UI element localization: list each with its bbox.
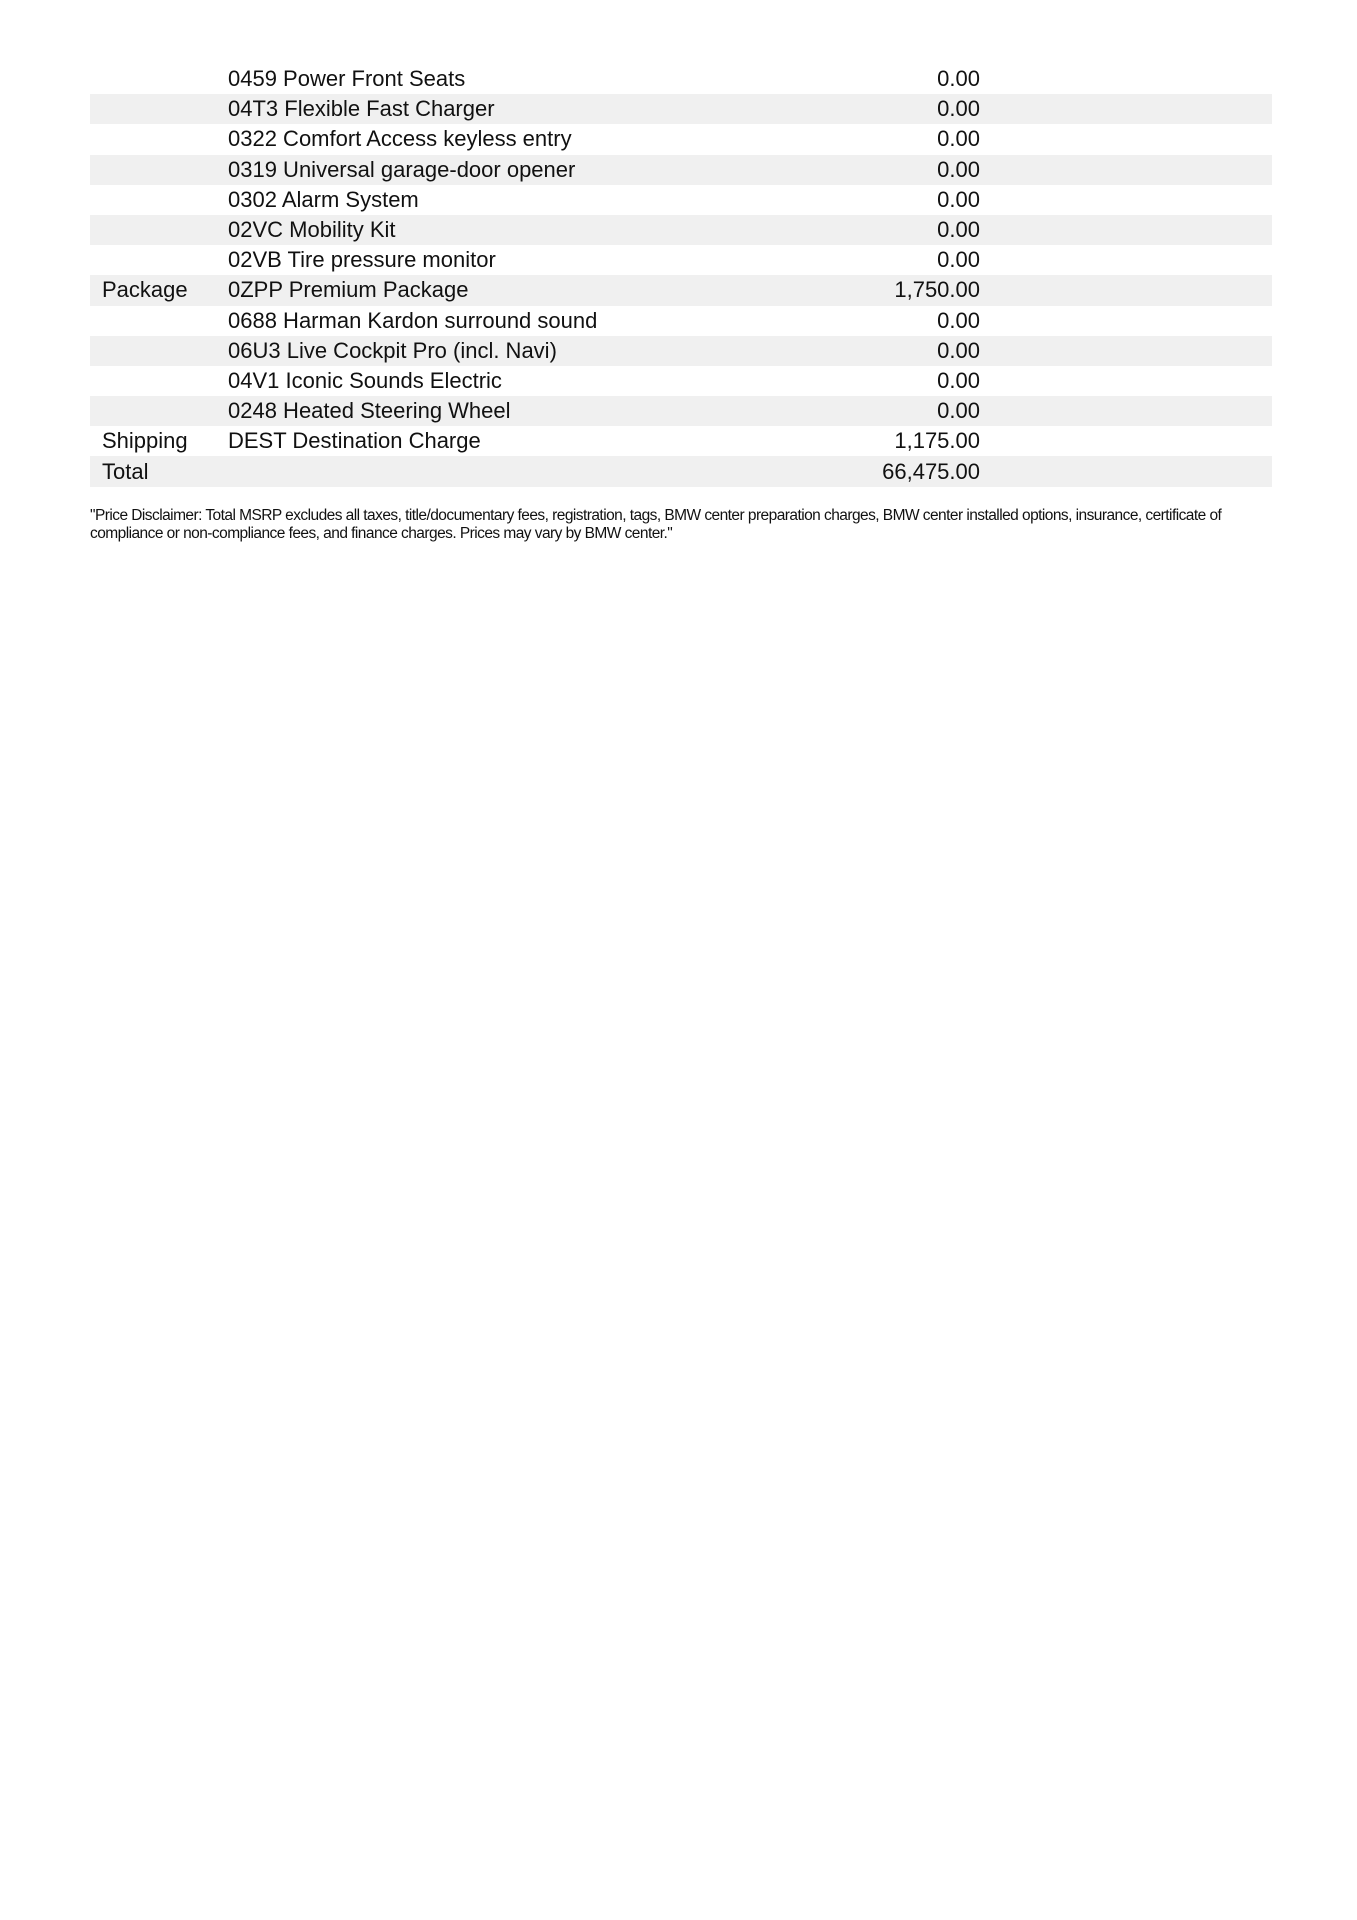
row-price: 1,175.00: [894, 428, 980, 454]
total-row: [90, 456, 1272, 486]
row-description: 0322 Comfort Access keyless entry: [228, 126, 572, 152]
row-price: 0.00: [937, 126, 980, 152]
row-description: 0ZPP Premium Package: [228, 277, 469, 303]
price-disclaimer: "Price Disclaimer: Total MSRP excludes all taxes, title/documentary fees, registration, tags, BMW center preparation charges, BMW center installed options, insurance, certificate of compliance or non-compliance fees, and finance charges. Prices may vary by BMW center.": [90, 506, 1222, 542]
row-price: 0.00: [937, 217, 980, 243]
total-price: 66,475.00: [882, 458, 980, 484]
row-description: 0248 Heated Steering Wheel: [228, 398, 511, 424]
row-category: Package: [102, 277, 188, 303]
row-description: 02VC Mobility Kit: [228, 217, 396, 243]
table-row: [90, 426, 1272, 456]
table-row: [90, 245, 1272, 275]
table-row: [90, 336, 1272, 366]
price-table: [90, 64, 1272, 487]
row-description: 04T3 Flexible Fast Charger: [228, 96, 495, 122]
row-price: 0.00: [937, 66, 980, 92]
row-description: 02VB Tire pressure monitor: [228, 247, 496, 273]
row-description: DEST Destination Charge: [228, 428, 481, 454]
table-row: [90, 396, 1272, 426]
row-price: 0.00: [937, 247, 980, 273]
table-row: [90, 185, 1272, 215]
row-category: Shipping: [102, 428, 188, 454]
row-price: 0.00: [937, 96, 980, 122]
table-row: [90, 94, 1272, 124]
table-row: [90, 155, 1272, 185]
row-description: 0302 Alarm System: [228, 186, 419, 212]
table-row: [90, 366, 1272, 396]
row-description: 06U3 Live Cockpit Pro (incl. Navi): [228, 337, 557, 363]
row-description: 0319 Universal garage-door opener: [228, 156, 576, 182]
row-price: 0.00: [937, 307, 980, 333]
row-price: 0.00: [937, 367, 980, 393]
table-row: [90, 215, 1272, 245]
row-price: 0.00: [937, 337, 980, 363]
row-price: 1,750.00: [894, 277, 980, 303]
price-document: [90, 64, 1272, 543]
row-description: 04V1 Iconic Sounds Electric: [228, 367, 502, 393]
table-row: [90, 64, 1272, 94]
total-label: Total: [102, 458, 149, 484]
row-description: 0688 Harman Kardon surround sound: [228, 307, 598, 333]
table-row: [90, 124, 1272, 154]
row-price: 0.00: [937, 186, 980, 212]
row-price: 0.00: [937, 156, 980, 182]
row-price: 0.00: [937, 398, 980, 424]
row-description: 0459 Power Front Seats: [228, 66, 466, 92]
table-row: [90, 306, 1272, 336]
table-row: [90, 275, 1272, 305]
